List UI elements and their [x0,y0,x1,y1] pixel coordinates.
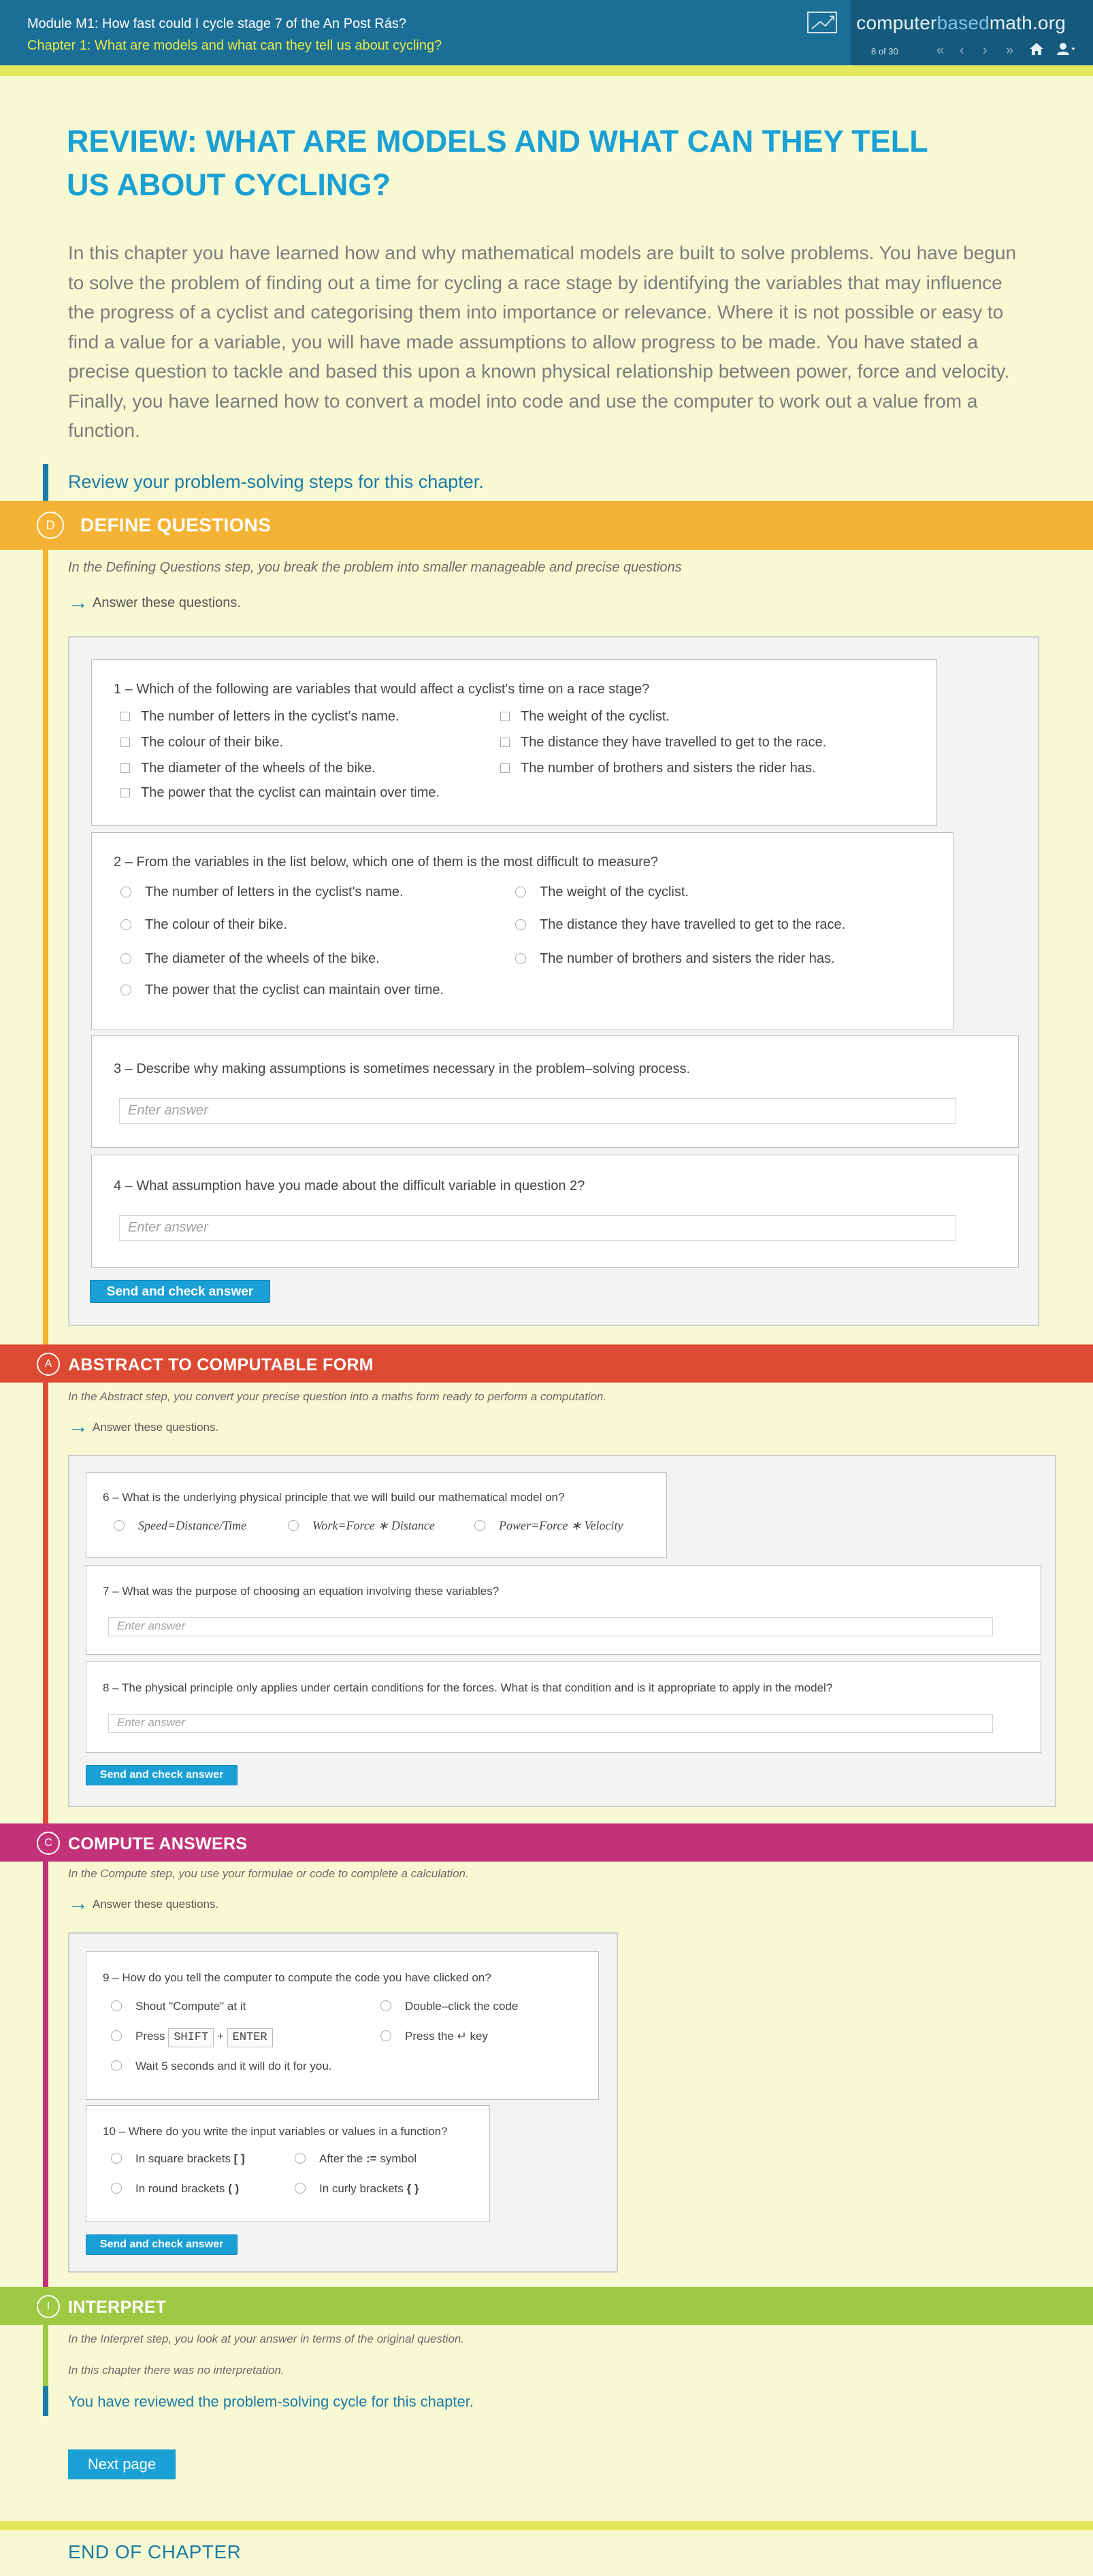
radio-button[interactable] [380,2000,391,2011]
radio-button[interactable] [295,2153,306,2164]
radio-button[interactable] [111,2183,122,2194]
question-4-text: 4 – What assumption have you made about the difficult variable in question 2? [114,1178,585,1193]
radio-button[interactable] [288,1520,299,1531]
top-header [0,0,1093,65]
module-title[interactable]: Module M1: How fast could I cycle stage 7 of the An Post Rás? [27,16,406,31]
question-1-box [91,659,937,826]
q1-option-6[interactable]: The number of brothers and sisters the rider has. [500,761,816,776]
q2-option-2[interactable]: The weight of the cyclist. [515,885,689,900]
page-indicator: 8 of 30 [871,46,898,56]
q2-option-3[interactable]: The colour of their bike. [120,917,287,933]
abstract-description: In the Abstract step, you convert your precise question into a maths form ready to perform a computation. [68,1390,607,1403]
arrow-right-icon: → [68,1415,88,1438]
compute-banner [0,1823,1093,1862]
arrow-right-icon: → [68,591,88,614]
q10-option-round[interactable]: In round brackets ( ) [111,2182,239,2196]
compute-title: COMPUTE ANSWERS [68,1834,248,1853]
define-banner [0,501,1093,550]
radio-button[interactable] [474,1520,485,1531]
question-2-text: 2 – From the variables in the list below, which one of them is the most difficult to measure? [114,855,659,870]
interpret-letter-circle: I [37,2295,60,2318]
compute-send-button[interactable]: Send and check answer [86,2234,238,2255]
interpret-description: In the Interpret step, you look at your answer in terms of the original question. [68,2332,465,2345]
radio-button[interactable] [111,2060,122,2071]
abstract-answer-prompt: → Answer these questions. [68,1415,219,1438]
question-8-text: 8 – The physical principle only applies under certain conditions for the forces. What is that condition and is it appropriate to apply in the model? [103,1681,833,1694]
next-page-button[interactable]: Next page [68,2449,176,2479]
question-4-answer-input[interactable]: Enter answer [119,1215,956,1241]
radio-button[interactable] [120,953,131,964]
q9-option-wait[interactable]: Wait 5 seconds and it will do it for you. [111,2060,332,2073]
checkbox[interactable] [500,763,510,773]
user-icon[interactable] [1056,42,1077,59]
abstract-banner [0,1344,1093,1383]
end-accent-strip [0,2521,1093,2530]
q6-option-3[interactable]: Power=Force ∗ Velocity [474,1518,623,1534]
radio-button[interactable] [111,2153,122,2164]
page-title: REVIEW: WHAT ARE MODELS AND WHAT CAN THEY TELL US ABOUT CYCLING? [67,124,928,202]
define-bar [43,550,48,1344]
end-of-chapter-label: END OF CHAPTER [68,2541,242,2562]
abstract-bar [43,1383,48,1823]
define-answer-prompt: → Answer these questions. [68,591,241,614]
radio-button[interactable] [515,953,526,964]
interpret-title: INTERPRET [68,2298,167,2317]
abstract-title: ABSTRACT TO COMPUTABLE FORM [68,1355,374,1374]
question-3-box [91,1035,1019,1148]
define-send-button[interactable]: Send and check answer [90,1280,270,1303]
q9-option-return-key[interactable]: Press the ↵ key [380,2030,488,2043]
question-10-text: 10 – Where do you write the input variables or values in a function? [103,2125,448,2138]
q1-option-7[interactable]: The power that the cyclist can maintain over time. [120,785,440,801]
checkbox[interactable] [120,712,130,721]
checkbox[interactable] [500,712,510,721]
radio-button[interactable] [120,887,131,897]
checkbox[interactable] [120,738,130,747]
compute-answer-prompt: → Answer these questions. [68,1892,219,1915]
intro-paragraph: In this chapter you have learned how and why mathematical models are built to solve problems. You have begun to solve the problem of finding out a time for cycling a race stage by identifying the variables that may influence the progress of a cyclist and categorising them into importance or relevance. Where it is not possible or easy to find a value for a variable, you will have made assumptions to allow progress to be made. You have stated a precise question to tackle and based this upon a known physical relationship between power, force and velocity. Finally, you have learned how to convert a model into code and use the computer to work out a value from a function. [68,242,1017,441]
enter-key: ENTER [227,2028,273,2047]
reviewed-message: You have reviewed the problem-solving cycle for this chapter. [68,2393,474,2410]
q2-option-7[interactable]: The power that the cyclist can maintain over time. [120,982,444,998]
radio-button[interactable] [111,2030,122,2041]
q9-option-shift-enter[interactable]: Press SHIFT + ENTER [111,2028,273,2047]
last-page-icon[interactable]: » [1006,43,1014,58]
q2-option-6[interactable]: The number of brothers and sisters the rider has. [515,951,835,967]
grid-icon[interactable] [806,10,841,37]
question-7-box [86,1565,1041,1655]
question-4-box [91,1155,1019,1268]
q10-option-after-symbol[interactable]: After the := symbol [295,2152,417,2166]
abstract-questions-panel [68,1455,1056,1807]
radio-button[interactable] [114,1520,125,1531]
q9-option-shout[interactable]: Shout "Compute" at it [111,2000,246,2013]
checkbox[interactable] [500,738,510,747]
define-letter-circle: D [37,512,64,539]
compute-questions-panel [68,1932,618,2273]
question-9-box [86,1951,599,2100]
define-description: In the Defining Questions step, you break the problem into smaller manageable and precise questions [68,560,682,575]
q1-option-2[interactable]: The weight of the cyclist. [500,709,670,725]
question-7-answer-input[interactable]: Enter answer [108,1617,993,1636]
radio-button[interactable] [111,2000,122,2011]
question-10-box [86,2105,490,2222]
q1-option-3[interactable]: The colour of their bike. [120,735,283,750]
review-bar [43,464,48,501]
next-icon[interactable]: › [983,43,988,58]
q10-option-square[interactable]: In square brackets [ ] [111,2152,245,2166]
question-1-text: 1 – Which of the following are variables that would affect a cyclist's time on a race stage? [114,682,650,697]
question-8-answer-input[interactable]: Enter answer [108,1714,993,1733]
question-2-box [91,832,953,1029]
question-6-text: 6 – What is the underlying physical principle that we will build our mathematical model on? [103,1491,565,1504]
q6-option-1[interactable]: Speed=Distance/Time [114,1518,246,1534]
home-icon[interactable] [1029,42,1044,59]
question-6-box [86,1472,667,1558]
interpret-banner [0,2287,1093,2325]
radio-button[interactable] [380,2030,391,2041]
q2-option-5[interactable]: The diameter of the wheels of the bike. [120,951,380,967]
radio-button[interactable] [295,2183,306,2194]
interpret-note: In this chapter there was no interpretation. [68,2364,284,2377]
q1-option-1[interactable]: The number of letters in the cyclist's name. [120,709,399,725]
question-3-answer-input[interactable]: Enter answer [119,1098,956,1124]
interpret-bar [43,2325,48,2386]
checkbox[interactable] [120,763,130,773]
question-9-text: 9 – How do you tell the computer to compute the code you have clicked on? [103,1971,491,1984]
define-title: DEFINE QUESTIONS [80,514,272,535]
brand-logo[interactable]: computerbasedmath.org [856,12,1066,33]
radio-button[interactable] [120,919,131,930]
compute-description: In the Compute step, you use your formulae or code to complete a calculation. [68,1867,469,1880]
header-accent-strip [0,65,1093,76]
compute-bar [43,1862,48,2287]
checkbox[interactable] [120,788,130,797]
question-8-box [86,1662,1041,1753]
header-right-panel [851,0,1093,65]
q1-option-5[interactable]: The diameter of the wheels of the bike. [120,761,376,776]
abstract-letter-circle: A [37,1353,60,1376]
chapter-title[interactable]: Chapter 1: What are models and what can they tell us about cycling? [27,38,442,53]
compute-letter-circle: C [37,1832,60,1855]
question-3-text: 3 – Describe why making assumptions is sometimes necessary in the problem–solving process. [114,1061,691,1076]
review-label: Review your problem-solving steps for this chapter. [68,472,484,492]
q9-option-double-click[interactable]: Double–click the code [380,2000,518,2013]
q2-option-1[interactable]: The number of letters in the cyclist's name. [120,885,404,900]
define-questions-panel [68,636,1039,1326]
arrow-right-icon: → [68,1892,88,1915]
q10-option-curly[interactable]: In curly brackets { } [295,2182,419,2196]
q1-option-4[interactable]: The distance they have travelled to get to the race. [500,735,826,750]
q2-option-4[interactable]: The distance they have travelled to get to the race. [515,917,845,933]
first-page-icon[interactable]: « [936,43,945,58]
radio-button[interactable] [515,919,526,930]
abstract-send-button[interactable]: Send and check answer [86,1765,238,1785]
radio-button[interactable] [120,985,131,995]
shift-key: SHIFT [168,2028,214,2047]
reviewed-bar [43,2386,48,2416]
q6-option-2[interactable]: Work=Force ∗ Distance [288,1518,435,1534]
radio-button[interactable] [515,887,526,897]
question-7-text: 7 – What was the purpose of choosing an equation involving these variables? [103,1585,500,1598]
previous-icon[interactable]: ‹ [960,43,964,58]
